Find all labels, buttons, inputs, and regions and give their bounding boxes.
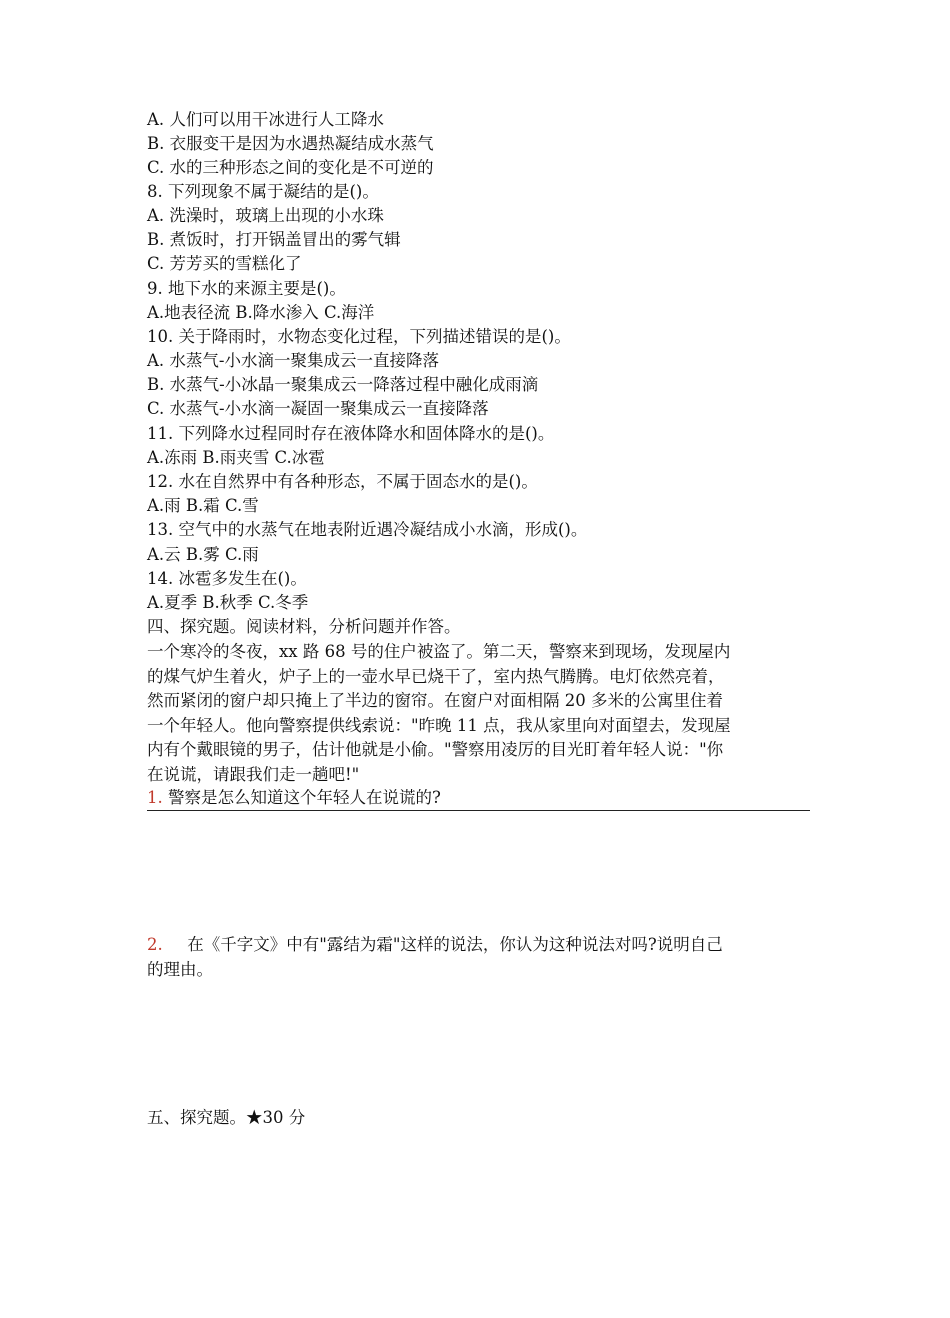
story-line: 内有个戴眼镜的男子，估计他就是小偷。"警察用凌厉的目光盯着年轻人说："你 (147, 740, 724, 759)
text-line: B. 水蒸气-小冰晶一聚集成云一降落过程中融化成雨滴 (147, 375, 539, 394)
section-5-heading: 五、探究题。★30 分 (147, 1108, 306, 1127)
question-1 (147, 786, 817, 810)
question-1-number: 1. (147, 788, 163, 807)
question-2-number: 2. (147, 935, 163, 954)
text-line: A.夏季 B.秋季 C.冬季 (147, 593, 309, 612)
story-line: 一个年轻人。他向警察提供线索说："昨晚 11 点，我从家里向对面望去，发现屋 (147, 715, 731, 735)
story-paragraph (147, 640, 811, 787)
text-line: A.云 B.雾 C.雨 (147, 545, 259, 564)
question-line: 10. 关于降雨时，水物态变化过程，下列描述错误的是()。 (147, 327, 571, 346)
question-line: 13. 空气中的水蒸气在地表附近遇冷凝结成小水滴，形成()。 (147, 520, 588, 539)
text-line: A.冻雨 B.雨夹雪 C.冰雹 (147, 448, 325, 467)
text-line: C. 水蒸气-小水滴一凝固一聚集成云一直接降落 (147, 399, 489, 418)
story-line: 一个寒冷的冬夜，xx 路 68 号的住户被盗了。第二天，警察来到现场，发现屋内 (147, 642, 731, 661)
text-line: A. 洗澡时，玻璃上出现的小水珠 (147, 206, 384, 225)
question-2-continued: 的理由。 (147, 960, 213, 979)
section-heading: 四、探究题。阅读材料，分析问题并作答。 (147, 617, 461, 636)
question-line: 14. 冰雹多发生在()。 (147, 569, 307, 588)
question-2-text: 在《千字文》中有"露结为霜"这样的说法，你认为这种说法对吗?说明自己 (187, 935, 723, 954)
question-line: 9. 地下水的来源主要是()。 (147, 279, 346, 298)
text-line: A.地表径流 B.降水渗入 C.海洋 (147, 303, 375, 322)
text-line: B. 煮饭时，打开锅盖冒出的雾气辑 (147, 230, 401, 249)
question-2 (147, 933, 817, 957)
story-line: 在说谎，请跟我们走一趟吧!" (147, 764, 360, 784)
text-line: C. 芳芳买的雪糕化了 (147, 254, 302, 273)
story-line: 然而紧闭的窗户却只掩上了半边的窗帘。在窗户对面相隔 20 多米的公寓里住着 (147, 691, 723, 710)
question-line: 8. 下列现象不属于凝结的是()。 (147, 182, 379, 201)
text-line: A. 人们可以用干冰进行人工降水 (147, 110, 384, 129)
text-line: B. 衣服变干是因为水遇热凝结成水蒸气 (147, 134, 434, 153)
text-line: A.雨 B.霜 C.雪 (147, 496, 259, 515)
question-line: 12. 水在自然界中有各种形态，不属于固态水的是()。 (147, 472, 538, 491)
question-line: 11. 下列降水过程同时存在液体降水和固体降水的是()。 (147, 424, 555, 443)
text-line: A. 水蒸气-小水滴一聚集成云一直接降落 (147, 351, 439, 370)
question-1-text: 警察是怎么知道这个年轻人在说谎的? (168, 788, 441, 807)
text-line: C. 水的三种形态之间的变化是不可逆的 (147, 158, 434, 177)
answer-line (147, 810, 810, 811)
story-line: 的煤气炉生着火，炉子上的一壶水早已烧干了，室内热气腾腾。电灯依然亮着， (147, 666, 725, 686)
